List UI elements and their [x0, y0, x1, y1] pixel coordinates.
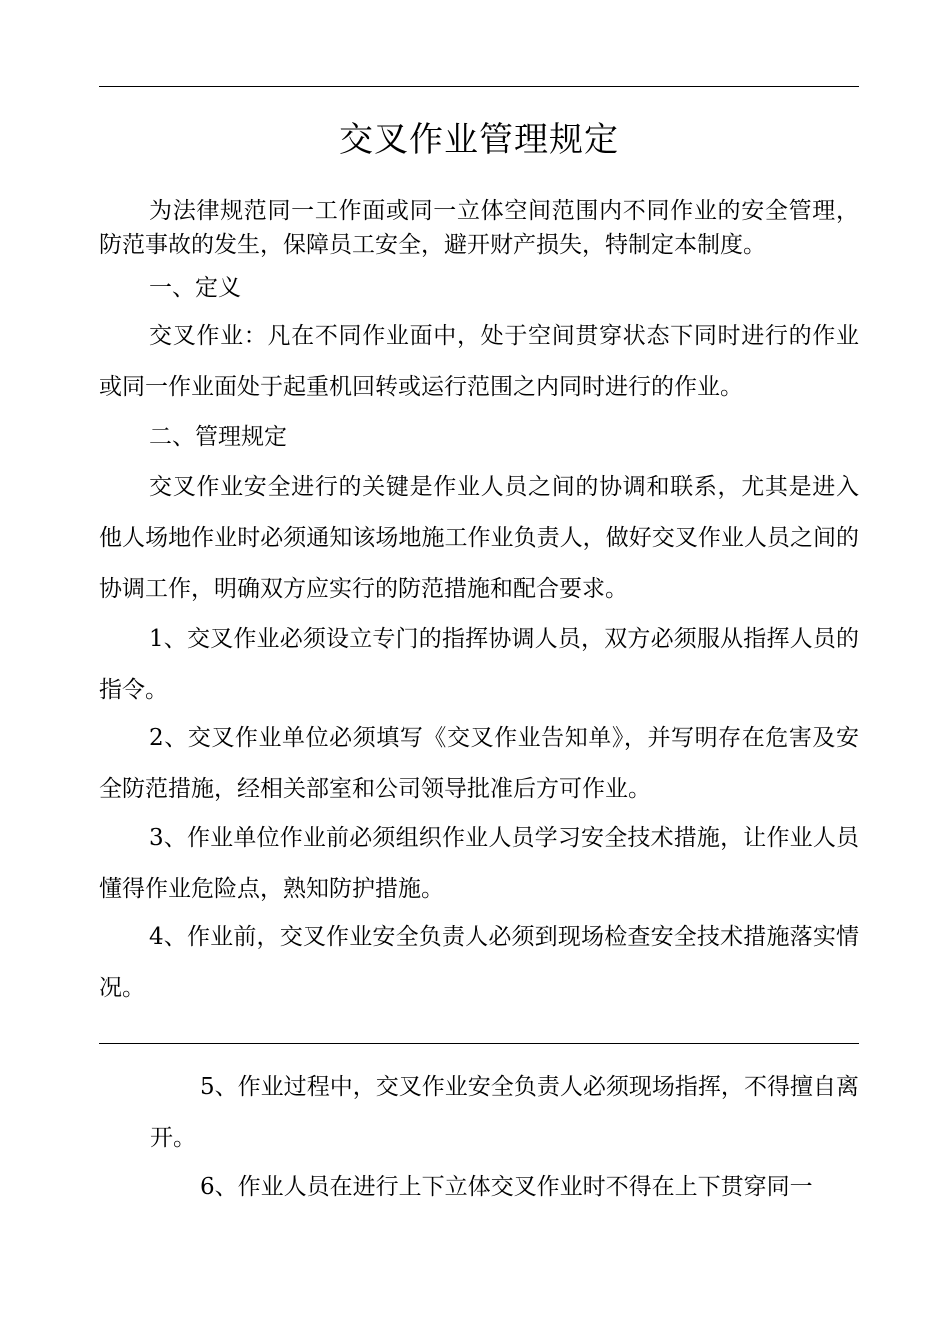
- document-title: 交叉作业管理规定: [339, 120, 619, 160]
- rule-item-3: 3、作业单位作业前必须组织作业人员学习安全技术措施，让作业人员懂得作业危险点，熟知防护措施。: [99, 825, 859, 902]
- rule-item-4: 4、作业前，交叉作业安全负责人必须到现场检查安全技术措施落实情况。: [99, 924, 859, 1001]
- rule-item-2: 2、交叉作业单位必须填写《交叉作业告知单》，并写明存在危害及安全防范措施，经相关部室和公司领导批准后方可作业。: [99, 725, 859, 802]
- header-rule: [99, 86, 859, 87]
- rule-item-1: 1、交叉作业必须设立专门的指挥协调人员，双方必须服从指挥人员的指令。: [99, 626, 859, 703]
- section-heading-rules: 二、管理规定: [149, 424, 287, 450]
- rule-item-6: 6、作业人员在进行上下立体交叉作业时不得在上下贯穿同一: [200, 1174, 813, 1200]
- intro-paragraph: 为法律规范同一工作面或同一立体空间范围内不同作业的安全管理，防范事故的发生，保障员工安全，避开财产损失，特制定本制度。: [99, 198, 859, 258]
- rule-item-5: 5、作业过程中，交叉作业安全负责人必须现场指挥，不得擅自离开。: [150, 1074, 859, 1151]
- page-break-rule: [99, 1043, 859, 1044]
- key-paragraph: 交叉作业安全进行的关键是作业人员之间的协调和联系，尤其是进入他人场地作业时必须通知该场地施工作业负责人，做好交叉作业人员之间的协调工作，明确双方应实行的防范措施和配合要求。: [99, 474, 859, 602]
- section-heading-definition: 一、定义: [149, 275, 241, 301]
- definition-paragraph: 交叉作业：凡在不同作业面中，处于空间贯穿状态下同时进行的作业或同一作业面处于起重机回转或运行范围之内同时进行的作业。: [99, 323, 859, 400]
